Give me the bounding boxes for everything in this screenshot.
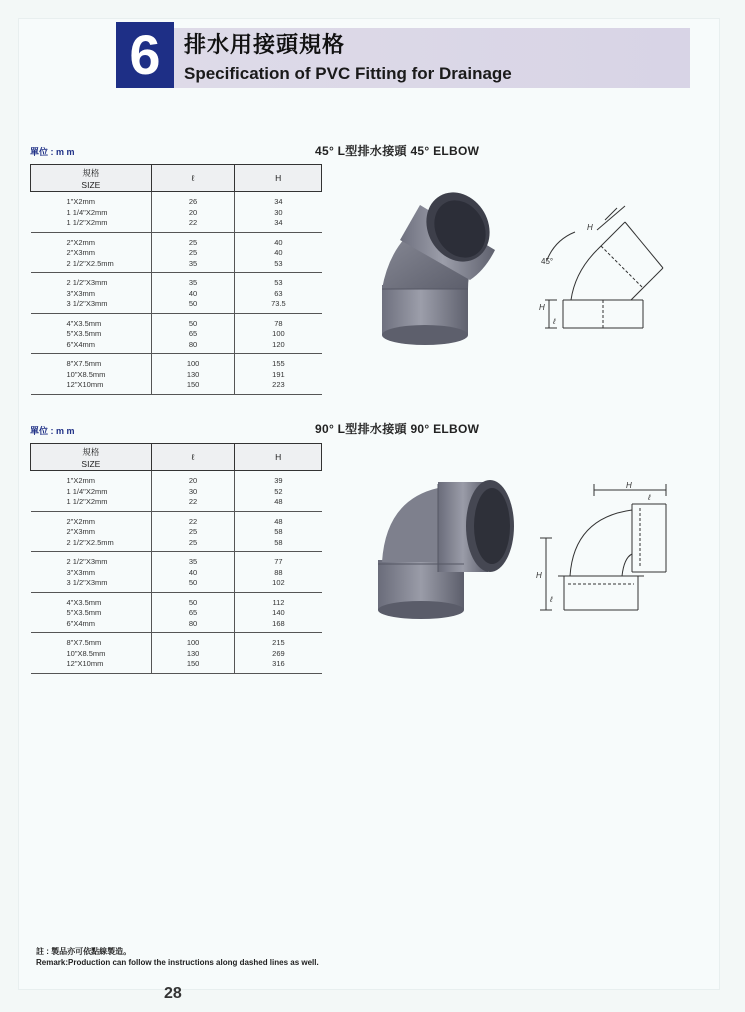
header-size-en: SIZE <box>81 458 101 469</box>
drawing-45-h-top: H <box>587 223 593 232</box>
h-value: 120 <box>272 339 285 349</box>
h-value: 48 <box>274 497 283 506</box>
l-value: 150 <box>186 659 200 668</box>
size-value: 12"X10mm <box>66 380 104 389</box>
drawing-45-h-side: H <box>539 303 545 312</box>
size-cell <box>31 471 152 512</box>
size-value: 6"X4mm <box>66 618 96 628</box>
h-value: 223 <box>272 380 285 389</box>
l-value: 20 <box>188 476 198 485</box>
l-cell <box>151 633 235 674</box>
drawing-90-h-top: H <box>626 481 632 490</box>
h-cell <box>235 273 322 314</box>
table-row <box>31 471 322 512</box>
table-row <box>31 232 322 273</box>
l-cell <box>151 273 235 314</box>
size-value: 4"X3.5mm <box>66 597 102 607</box>
h-value: 77 <box>274 557 283 566</box>
l-value: 22 <box>188 497 198 506</box>
header-l: ℓ <box>151 444 235 471</box>
l-cell <box>151 471 235 512</box>
l-cell <box>151 192 235 233</box>
table-body-45 <box>31 192 322 395</box>
h-value: 40 <box>274 248 283 257</box>
header-size-zh: 規格 <box>82 446 100 457</box>
l-value: 35 <box>188 557 198 566</box>
page-number: 28 <box>164 985 182 1002</box>
l-value: 22 <box>188 218 198 227</box>
h-value: 34 <box>274 218 283 227</box>
h-value: 78 <box>274 318 283 328</box>
l-cell <box>151 313 235 354</box>
l-value: 35 <box>188 278 198 287</box>
h-value: 52 <box>274 486 283 496</box>
table-row <box>31 552 322 593</box>
h-value: 58 <box>274 537 283 547</box>
l-value: 40 <box>188 567 198 577</box>
size-cell <box>31 511 152 552</box>
header-h: H <box>235 165 322 192</box>
size-value: 8"X7.5mm <box>66 359 102 368</box>
h-value: 155 <box>272 359 285 368</box>
header-size <box>31 165 152 192</box>
h-value: 112 <box>272 597 285 607</box>
h-cell <box>235 592 322 633</box>
h-value: 140 <box>272 608 285 617</box>
h-cell <box>235 633 322 674</box>
h-cell <box>235 313 322 354</box>
header-size <box>31 444 152 471</box>
size-value: 3 1/2"X3mm <box>66 299 108 308</box>
h-cell <box>235 192 322 233</box>
l-cell <box>151 511 235 552</box>
l-value: 25 <box>188 237 198 247</box>
l-value: 80 <box>188 618 198 628</box>
page-title-zh: 排水用接頭規格 <box>184 32 346 57</box>
size-cell <box>31 592 152 633</box>
spec-table-45 <box>30 164 322 395</box>
l-value: 50 <box>188 318 198 328</box>
size-value: 1"X2mm <box>66 476 96 485</box>
size-cell <box>31 552 152 593</box>
l-value: 150 <box>186 380 200 389</box>
header-size-en: SIZE <box>81 179 101 190</box>
h-value: 53 <box>274 278 283 287</box>
size-value: 10"X8.5mm <box>66 648 106 658</box>
size-value: 3"X3mm <box>66 288 96 298</box>
size-value: 5"X3.5mm <box>66 329 102 338</box>
h-cell <box>235 511 322 552</box>
size-value: 8"X7.5mm <box>66 638 102 647</box>
l-cell <box>151 354 235 395</box>
h-value: 48 <box>274 516 283 526</box>
l-value: 130 <box>186 369 200 379</box>
size-cell <box>31 273 152 314</box>
chapter-number: 6 <box>116 22 174 88</box>
l-cell <box>151 592 235 633</box>
size-value: 3"X3mm <box>66 567 96 577</box>
h-value: 58 <box>274 527 283 536</box>
h-value: 63 <box>274 288 283 298</box>
h-value: 191 <box>272 369 285 379</box>
drawing-90-l-side: ℓ <box>550 595 553 604</box>
size-value: 10"X8.5mm <box>66 369 106 379</box>
l-value: 50 <box>188 299 198 308</box>
table-row <box>31 511 322 552</box>
l-value: 100 <box>186 638 200 647</box>
h-value: 215 <box>272 638 285 647</box>
size-value: 5"X3.5mm <box>66 608 102 617</box>
header-size-zh: 規格 <box>82 167 100 178</box>
elbow-90-drawing <box>528 478 678 628</box>
h-value: 34 <box>274 197 283 206</box>
h-value: 39 <box>274 476 283 485</box>
h-cell <box>235 471 322 512</box>
page-title-en: Specification of PVC Fitting for Drainage <box>184 64 512 83</box>
size-cell <box>31 192 152 233</box>
drawing-45-angle: 45° <box>541 257 554 266</box>
size-value: 1 1/4"X2mm <box>66 486 108 496</box>
drawing-45-l: ℓ <box>553 317 556 326</box>
table-row <box>31 313 322 354</box>
l-value: 130 <box>186 648 200 658</box>
h-value: 316 <box>272 659 285 668</box>
h-value: 102 <box>272 578 285 587</box>
table-row <box>31 354 322 395</box>
l-value: 30 <box>188 486 198 496</box>
size-value: 2"X3mm <box>66 248 96 257</box>
size-cell <box>31 313 152 354</box>
size-value: 2"X2mm <box>66 516 96 526</box>
section-title-90: 90° L型排水接頭 90° ELBOW <box>315 422 480 436</box>
h-value: 100 <box>272 329 285 338</box>
size-value: 12"X10mm <box>66 659 104 668</box>
table-row <box>31 592 322 633</box>
h-value: 269 <box>272 648 285 658</box>
size-value: 1 1/2"X2mm <box>66 218 108 227</box>
header-l: ℓ <box>151 165 235 192</box>
l-value: 25 <box>188 248 198 257</box>
size-value: 1 1/2"X2mm <box>66 497 108 506</box>
size-value: 2 1/2"X3mm <box>66 557 108 566</box>
size-value: 1 1/4"X2mm <box>66 207 108 217</box>
size-cell <box>31 633 152 674</box>
l-value: 22 <box>188 516 198 526</box>
l-value: 40 <box>188 288 198 298</box>
drawing-90-h-side: H <box>536 571 542 580</box>
l-value: 26 <box>188 197 198 206</box>
l-value: 65 <box>188 329 198 338</box>
h-value: 168 <box>272 618 285 628</box>
unit-label-90: 單位 : m m <box>30 426 75 436</box>
header-h: H <box>235 444 322 471</box>
l-value: 25 <box>188 537 198 547</box>
section-title-45: 45° L型排水接頭 45° ELBOW <box>315 144 480 158</box>
l-value: 35 <box>188 258 198 268</box>
h-value: 88 <box>274 567 283 577</box>
l-cell <box>151 552 235 593</box>
elbow-45-photo <box>360 185 510 345</box>
l-value: 50 <box>188 578 198 587</box>
unit-label-45: 單位 : m m <box>30 147 75 157</box>
size-value: 4"X3.5mm <box>66 318 102 328</box>
h-cell <box>235 232 322 273</box>
h-value: 40 <box>274 237 283 247</box>
size-value: 2 1/2"X2.5mm <box>66 537 114 547</box>
spec-table-90 <box>30 443 322 674</box>
table-row <box>31 633 322 674</box>
h-cell <box>235 552 322 593</box>
l-value: 25 <box>188 527 198 536</box>
size-cell <box>31 354 152 395</box>
table-row <box>31 192 322 233</box>
table-row <box>31 273 322 314</box>
size-cell <box>31 232 152 273</box>
l-value: 100 <box>186 359 200 368</box>
h-cell <box>235 354 322 395</box>
size-value: 2"X2mm <box>66 237 96 247</box>
h-value: 73.5 <box>271 299 286 308</box>
l-cell <box>151 232 235 273</box>
size-value: 2 1/2"X3mm <box>66 278 108 287</box>
l-value: 65 <box>188 608 198 617</box>
l-value: 20 <box>188 207 198 217</box>
size-value: 2"X3mm <box>66 527 96 536</box>
remark-zh: 註 : 製品亦可依點線製造。 <box>36 947 132 956</box>
h-value: 30 <box>274 207 283 217</box>
elbow-45-drawing <box>535 200 680 340</box>
table-body-90 <box>31 471 322 674</box>
l-value: 80 <box>188 339 198 349</box>
size-value: 1"X2mm <box>66 197 96 206</box>
size-value: 2 1/2"X2.5mm <box>66 258 114 268</box>
elbow-90-photo <box>368 470 528 620</box>
l-value: 50 <box>188 597 198 607</box>
size-value: 3 1/2"X3mm <box>66 578 108 587</box>
size-value: 6"X4mm <box>66 339 96 349</box>
remark-en: Remark:Production can follow the instructions along dashed lines as well. <box>36 958 319 967</box>
drawing-90-l-top: ℓ <box>648 493 651 502</box>
h-value: 53 <box>274 258 283 268</box>
